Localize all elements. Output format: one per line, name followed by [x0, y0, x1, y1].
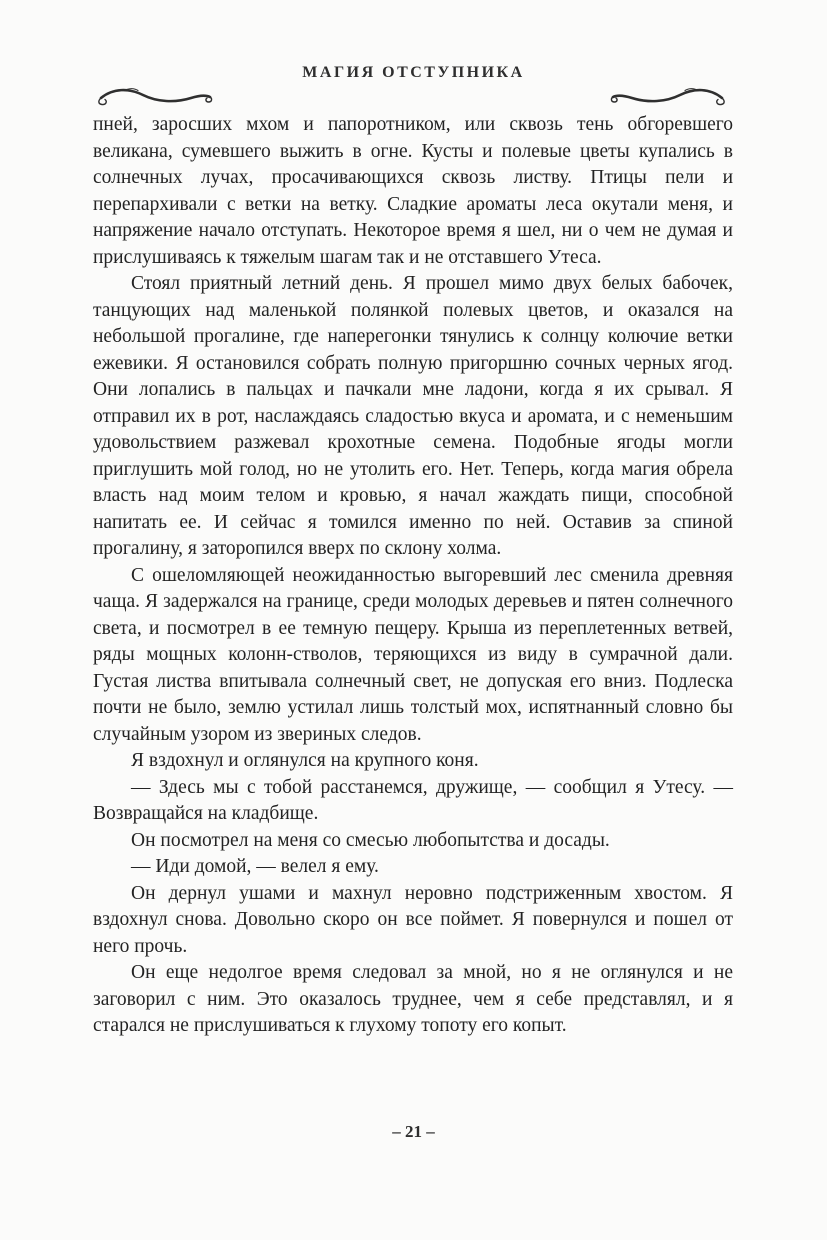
- paragraph: — Иди домой, — велел я ему.: [131, 856, 379, 877]
- body-text: [93, 112, 733, 1040]
- running-head-title: МАГИЯ ОТСТУПНИКА: [302, 64, 525, 81]
- paragraph: Стоял приятный летний день. Я прошел мимо двух белых бабочек, танцующих над маленькой полянкой полевых цветов, и оказался на небольшой прогалине, где наперегонки тянулись к солнцу колючие ветки ежевики. Я остановился собрать полную пригоршню сочных черных ягод. Они лопались в пальцах и пачкали мне ладони, когда я их срывал. Я отправил их в рот, наслаждаясь сладостью вкуса и аромата, и с неменьшим удовольствием разжевал крохотные семена. Подобные ягоды могли приглушить мой голод, но не утолить его. Нет. Теперь, когда магия обрела власть над моим телом и кровью, я начал жаждать пищи, способной напитать ее. И сейчас я томился именно по ней. Оставив за спиной прогалину, я заторопился вверх по склону холма.: [93, 273, 733, 559]
- flourish-right-icon: [610, 85, 728, 107]
- paragraph: Он еще недолгое время следовал за мной, но я не оглянулся и не заговорил с ним. Это оказалось труднее, чем я себе представлял, и я старался не прислушиваться к глухому топоту его копыт.: [93, 962, 733, 1036]
- page-number: – 21 –: [392, 1122, 435, 1141]
- header-ornament-row: [95, 84, 728, 108]
- paragraph: Он посмотрел на меня со смесью любопытства и досады.: [131, 829, 610, 851]
- paragraph: С ошеломляющей неожиданностью выгоревший лес сменила древняя чаща. Я задержался на границе, среди молодых деревьев и пятен солнечного света, и посмотрел в ее темную пещеру. Крыша из переплетенных ветвей, ряды мощных колонн-стволов, теряющихся из виду в сумрачной дали. Густая листва впитывала солнечный свет, не допуская его вниз. Подлеска почти не было, землю устилал лишь толстый мох, испятнанный словно бы случайным узором из звериных следов.: [93, 564, 733, 745]
- paragraph: Он дернул ушами и махнул неровно подстриженным хвостом. Я вздохнул снова. Довольно скоро он все поймет. Я повернулся и пошел от него прочь.: [93, 882, 733, 957]
- paragraph: пней, заросших мхом и папоротником, или сквозь тень обгоревшего великана, сумевшего выжить в огне. Кусты и полевые цветы купались в солнечных лучах, просачивающихся сквозь листву. Птицы пели и перепархивали с ветки на ветку. Сладкие ароматы леса окутали меня, и напряжение начало отступать. Некоторое время я шел, ни о чем не думая и прислушиваясь к тяжелым шагам так и не отставшего Утеса.: [93, 114, 733, 268]
- paragraph: — Здесь мы с тобой расстанемся, дружище, — сообщил я Утесу. — Возвращайся на кладбище.: [93, 776, 733, 824]
- paragraph: Я вздохнул и оглянулся на крупного коня.: [131, 750, 479, 771]
- flourish-left-icon: [95, 85, 213, 107]
